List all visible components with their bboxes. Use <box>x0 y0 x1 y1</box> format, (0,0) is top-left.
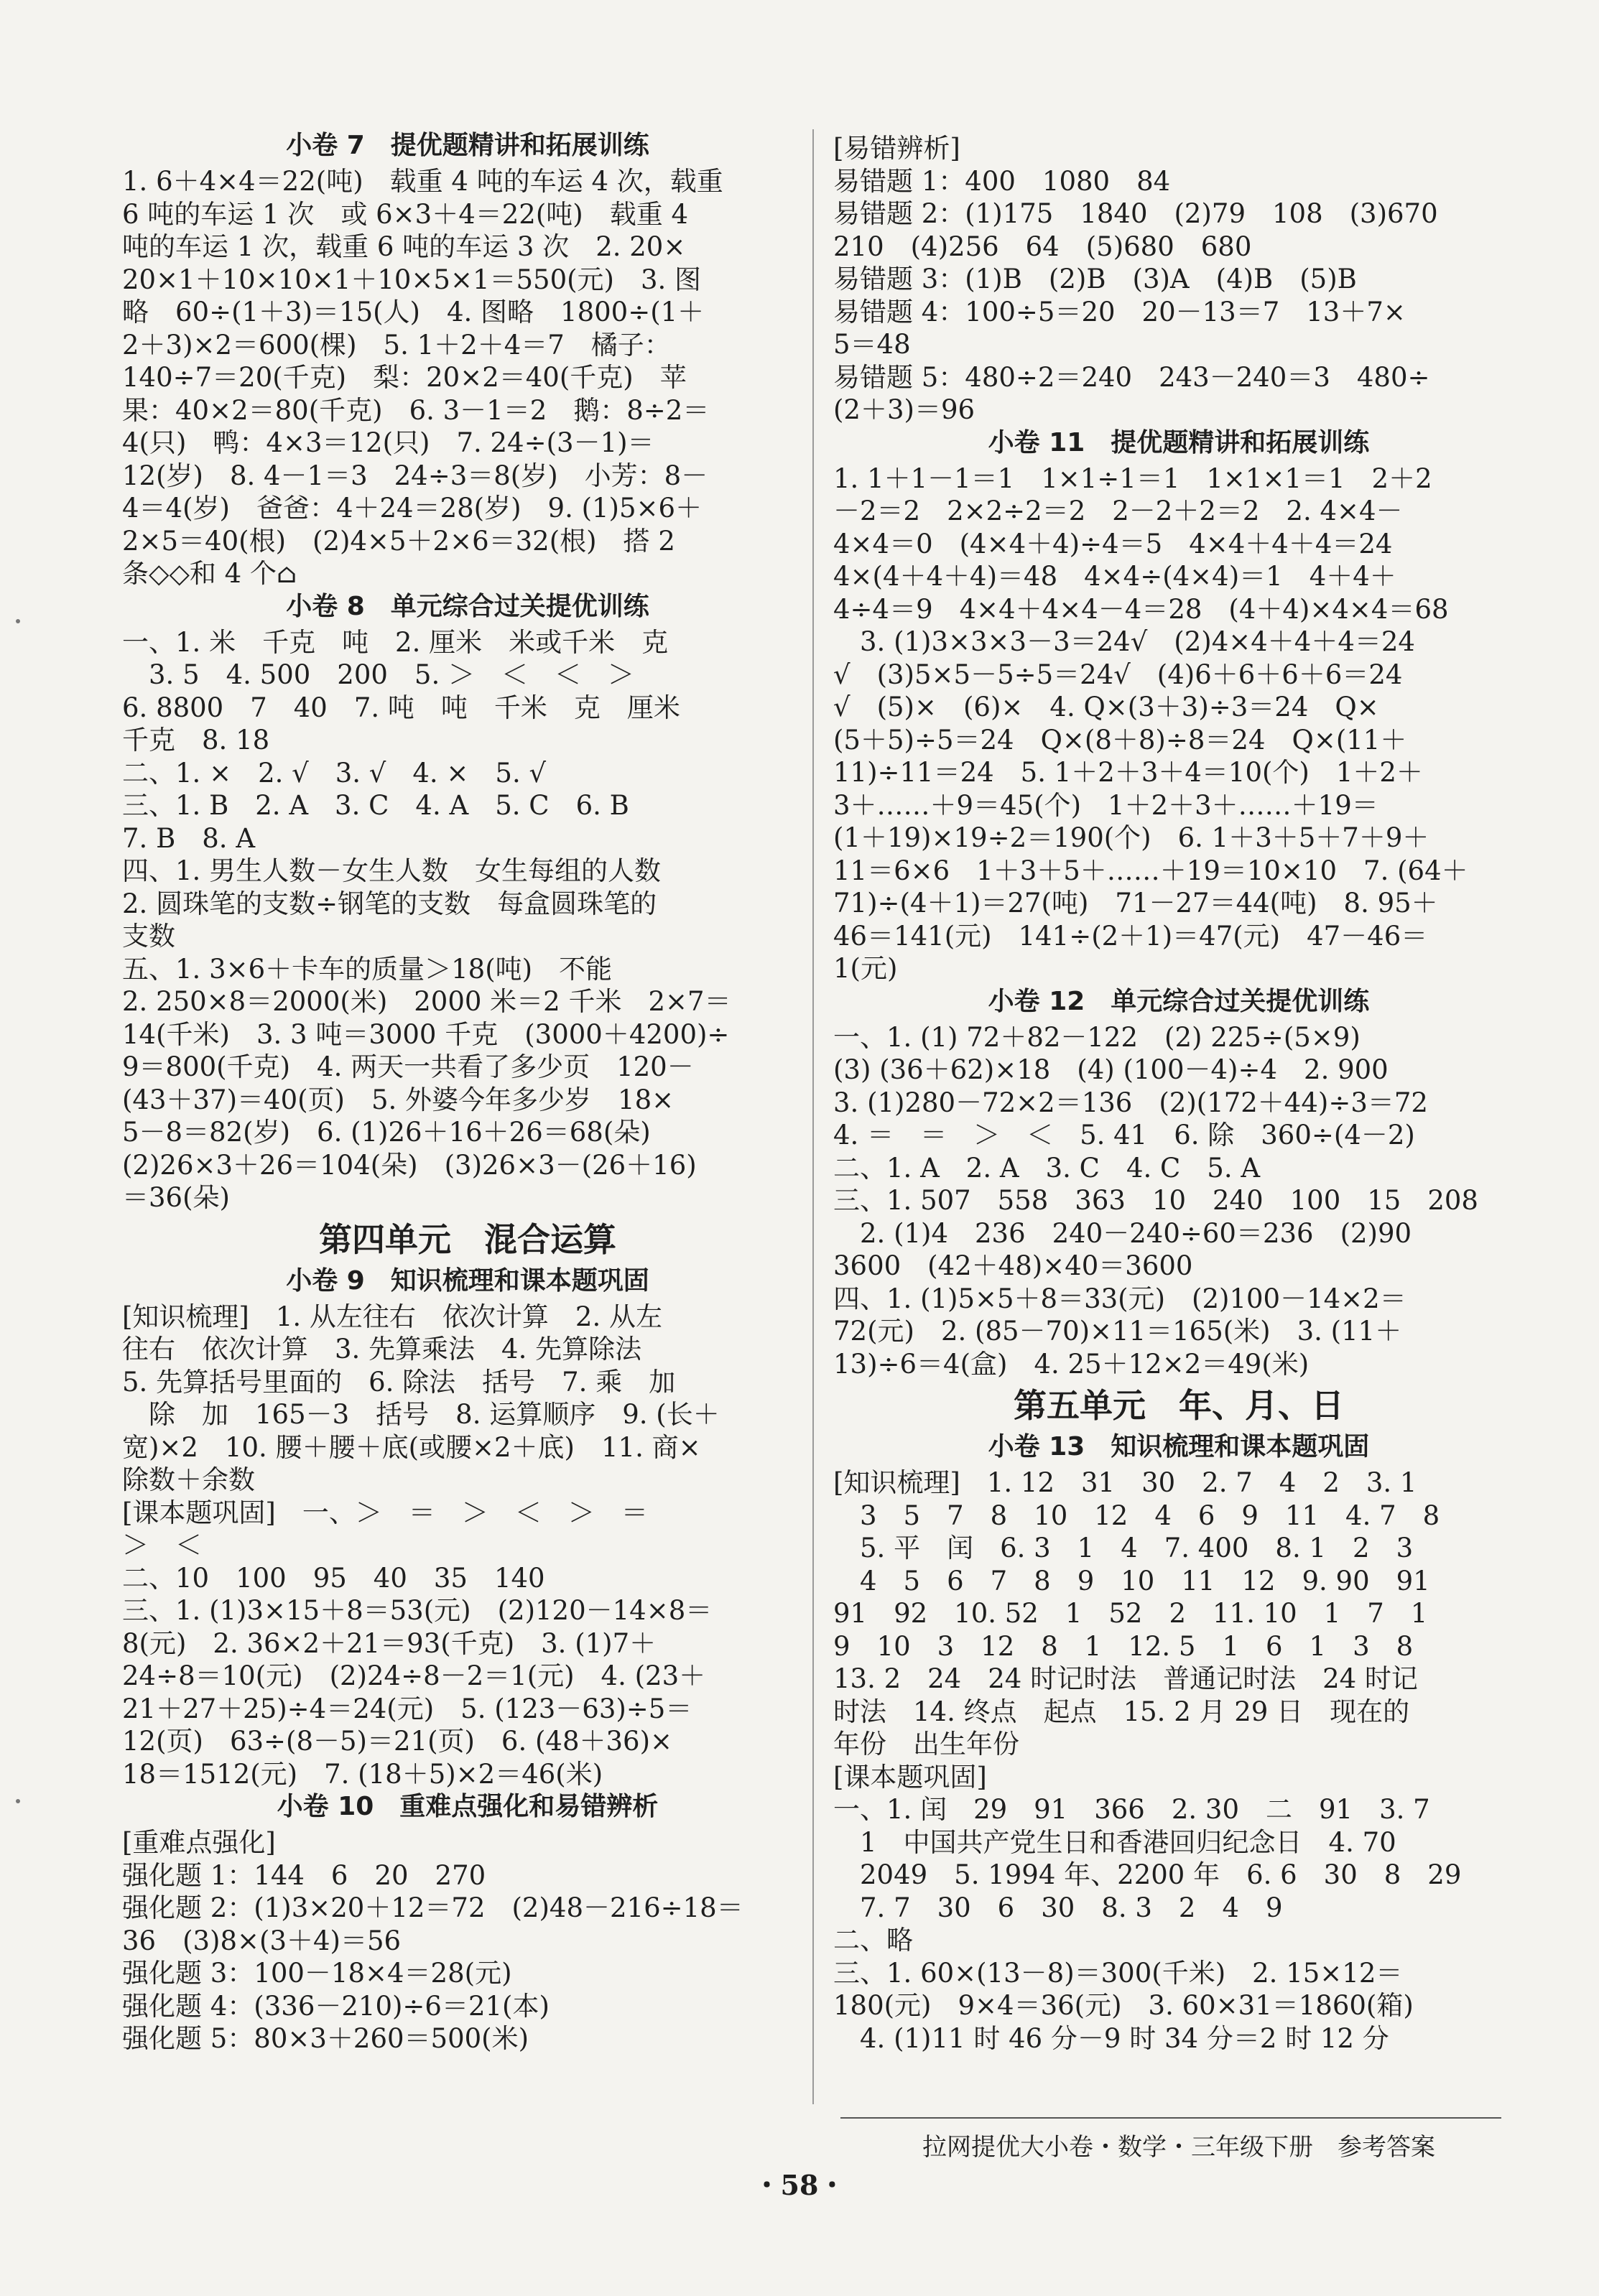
answer-line: (5＋5)÷5＝24 Q×(8＋8)÷8＝24 Q×(11＋ <box>833 724 1407 756</box>
answer-line: 三、1. 507 558 363 10 240 100 15 208 <box>833 1185 1478 1216</box>
answer-line: 4(只) 鸭：4×3＝12(只) 7. 24÷(3－1)＝ <box>122 427 654 458</box>
answer-line: (3) (36＋62)×18 (4) (100－4)÷4 2. 900 <box>833 1054 1389 1085</box>
answer-line: 强化题 3：100－18×4＝28(元) <box>122 1958 512 1989</box>
answer-line: 7. B 8. A <box>122 822 256 854</box>
answer-line: 9 10 3 12 8 1 12. 5 1 6 1 3 8 <box>833 1630 1414 1662</box>
answer-line: 2×5＝40(根) (2)4×5＋2×6＝32(根) 搭 2 <box>122 525 675 557</box>
answer-line: [重难点强化] <box>122 1827 276 1858</box>
answer-line: 3. (1)3×3×3－3＝24√ (2)4×4＋4＋4＝24 <box>833 626 1415 657</box>
answer-line: 6 吨的车运 1 次 或 6×3＋4＝22(吨) 载重 4 <box>122 198 689 230</box>
left-column <box>122 129 813 2055</box>
answer-line: 72(元) 2. (85－70)×11＝165(米) 3. (11＋ <box>833 1316 1402 1347</box>
answer-line: 180(元) 9×4＝36(元) 3. 60×31＝1860(箱) <box>833 1990 1414 2021</box>
answer-line: (2)26×3＋26＝104(朵) (3)26×3－(26＋16) <box>122 1149 697 1181</box>
answer-line: 三、1. 60×(13－8)＝300(千米) 2. 15×12＝ <box>833 1957 1403 1989</box>
section-title: 小卷 10 重难点强化和易错辨析 <box>277 1792 659 1821</box>
answer-line: 4 5 6 7 8 9 10 11 12 9. 90 91 <box>833 1565 1430 1596</box>
answer-line: 1. 6＋4×4＝22(吨) 载重 4 吨的车运 4 次，载重 <box>122 166 723 197</box>
section-title: 小卷 9 知识梳理和课本题巩固 <box>286 1265 649 1296</box>
answer-line: [易错辨析] <box>833 133 960 164</box>
answer-line: 除数＋余数 <box>122 1464 255 1495</box>
answer-line: (1＋19)×19÷2＝190(个) 6. 1＋3＋5＋7＋9＋ <box>833 822 1429 853</box>
answer-line: 2049 5. 1994 年、2200 年 6. 6 30 8 29 <box>833 1859 1462 1890</box>
right-column <box>833 132 1524 2055</box>
answer-line: [知识梳理] 1. 12 31 30 2. 7 4 2 3. 1 <box>833 1467 1417 1498</box>
answer-line: 21＋27＋25)÷4＝24(元) 5. (123－63)÷5＝ <box>122 1693 692 1724</box>
answer-line: 2. (1)4 236 240－240÷60＝236 (2)90 <box>833 1217 1412 1249</box>
answer-line: 强化题 2：(1)3×20＋12＝72 (2)48－216÷18＝ <box>122 1892 743 1923</box>
answer-line: 6. 8800 7 40 7. 吨 吨 千米 克 厘米 <box>122 692 680 723</box>
answer-line: 易错题 1：400 1080 84 <box>833 165 1171 197</box>
answer-line: 4×4＝0 (4×4＋4)÷4＝5 4×4＋4＋4＝24 <box>833 528 1393 559</box>
answer-line: 20×1＋10×10×1＋10×5×1＝550(元) 3. 图 <box>122 264 702 295</box>
answer-line: 易错题 5：480÷2＝240 243－240＝3 480÷ <box>833 361 1430 393</box>
answer-line: 2. 圆珠笔的支数÷钢笔的支数 每盒圆珠笔的 <box>122 888 657 919</box>
answer-line: 略 60÷(1＋3)＝15(人) 4. 图略 1800÷(1＋ <box>122 297 705 327</box>
answer-line: 4÷4＝9 4×4＋4×4－4＝28 (4＋4)×4×4＝68 <box>833 593 1449 625</box>
answer-line: 三、1. B 2. A 3. C 4. A 5. C 6. B <box>122 790 629 821</box>
unit-heading: 第五单元 年、月、日 <box>1014 1386 1344 1425</box>
answer-line: 140÷7＝20(千克) 梨：20×2＝40(千克) 苹 <box>122 362 687 393</box>
answer-line: 年份 出生年份 <box>833 1729 1019 1760</box>
answer-line: 4. ＝ ＝ ＞ ＜ 5. 41 6. 除 360÷(4－2) <box>833 1120 1415 1151</box>
answer-line: 一、1. 闰 29 91 366 2. 30 二 91 3. 7 <box>833 1794 1430 1825</box>
answer-line: 强化题 4：(336－210)÷6＝21(本) <box>122 1990 550 2022</box>
answer-line: 1(元) <box>833 953 898 984</box>
answer-line: 3. 5 4. 500 200 5. ＞ ＜ ＜ ＞ <box>122 659 634 690</box>
scan-speck <box>16 619 20 623</box>
answer-line: 千克 8. 18 <box>122 725 270 756</box>
answer-line: 11＝6×6 1＋3＋5＋……＋19＝10×10 7. (64＋ <box>833 855 1468 886</box>
answer-line: 4＝4(岁) 爸爸：4＋24＝28(岁) 9. (1)5×6＋ <box>122 493 703 524</box>
unit-heading: 第四单元 混合运算 <box>319 1219 616 1259</box>
section-title: 小卷 7 提优题精讲和拓展训练 <box>286 131 649 160</box>
answer-line: 11)÷11＝24 5. 1＋2＋3＋4＝10(个) 1＋2＋ <box>833 757 1423 788</box>
answer-line: [课本题巩固] 一、＞ ＝ ＞ ＜ ＞ ＝ <box>122 1497 648 1528</box>
footer-rule <box>840 2117 1501 2119</box>
answer-line: 13)÷6＝4(盒) 4. 25＋12×2＝49(米) <box>833 1348 1310 1380</box>
section-title: 小卷 11 提优题精讲和拓展训练 <box>988 427 1370 457</box>
answer-line: 易错题 4：100÷5＝20 20－13＝7 13＋7× <box>833 296 1406 327</box>
answer-line: 时法 14. 终点 起点 15. 2 月 29 日 现在的 <box>833 1696 1410 1727</box>
answer-line: 5－8＝82(岁) 6. (1)26＋16＋26＝68(朵) <box>122 1117 651 1148</box>
answer-line: －2＝2 2×2÷2＝2 2－2＋2＝2 2. 4×4－ <box>833 496 1403 526</box>
answer-line: 四、1. (1)5×5＋8＝33(元) (2)100－14×2＝ <box>833 1283 1406 1314</box>
answer-line: 12(页) 63÷(8－5)＝21(页) 6. (48＋36)× <box>122 1726 673 1757</box>
answer-line: 二、1. A 2. A 3. C 4. C 5. A <box>833 1152 1261 1184</box>
answer-line: 往右 依次计算 3. 先算乘法 4. 先算除法 <box>122 1334 642 1365</box>
answer-line: 1 中国共产党生日和香港回归纪念日 4. 70 <box>833 1826 1396 1858</box>
page-number: ・58・ <box>753 2169 846 2201</box>
answer-line: (2＋3)＝96 <box>833 394 975 425</box>
answer-line: 五、1. 3×6＋卡车的质量＞18(吨) 不能 <box>122 953 613 985</box>
section-title: 小卷 13 知识梳理和课本题巩固 <box>988 1432 1370 1461</box>
section-title: 小卷 12 单元综合过关提优训练 <box>988 986 1370 1016</box>
answer-line: 强化题 1：144 6 20 270 <box>122 1859 486 1891</box>
answer-line: 7. 7 30 6 30 8. 3 2 4 9 <box>833 1892 1283 1923</box>
answer-line: 二、略 <box>833 1925 913 1956</box>
answer-line: 2＋3)×2＝600(棵) 5. 1＋2＋4＝7 橘子： <box>122 329 671 361</box>
answer-line: 3 5 7 8 10 12 4 6 9 11 4. 7 8 <box>833 1500 1440 1531</box>
answer-line: 3600 (42＋48)×40＝3600 <box>833 1250 1193 1281</box>
answer-line: 一、1. (1) 72＋82－122 (2) 225÷(5×9) <box>833 1021 1361 1053</box>
answer-line: 三、1. (1)3×15＋8＝53(元) (2)120－14×8＝ <box>122 1595 713 1626</box>
answer-line: 4×(4＋4＋4)＝48 4×4÷(4×4)＝1 4＋4＋ <box>833 561 1396 592</box>
section-title: 小卷 8 单元综合过关提优训练 <box>286 591 649 621</box>
answer-line: [知识梳理] 1. 从左往右 依次计算 2. 从左 <box>122 1301 662 1332</box>
answer-line: 71)÷(4＋1)＝27(吨) 71－27＝44(吨) 8. 95＋ <box>833 888 1438 919</box>
answer-line: 二、1. × 2. √ 3. √ 4. × 5. √ <box>122 757 547 789</box>
answer-line: 强化题 5：80×3＋260＝500(米) <box>122 2023 529 2054</box>
answer-line: 13. 2 24 24 时记时法 普通记时法 24 时记 <box>833 1663 1418 1694</box>
answer-line: 24÷8＝10(元) (2)24÷8－2＝1(元) 4. (23＋ <box>122 1660 706 1691</box>
answer-line: 5＝48 <box>833 329 911 360</box>
answer-line: 1. 1＋1－1＝1 1×1÷1＝1 1×1×1＝1 2＋2 <box>833 463 1432 494</box>
answer-line: 12(岁) 8. 4－1＝3 24÷3＝8(岁) 小芳：8－ <box>122 460 708 491</box>
answer-line: 4. (1)11 时 46 分－9 时 34 分＝2 时 12 分 <box>833 2022 1389 2054</box>
answer-line: 二、10 100 95 40 35 140 <box>122 1562 545 1594</box>
answer-line: 2. 250×8＝2000(米) 2000 米＝2 千米 2×7＝ <box>122 986 731 1017</box>
answer-line: ＝36(朵) <box>122 1182 230 1213</box>
answer-line: 210 (4)256 64 (5)680 680 <box>833 231 1252 262</box>
answer-line: 18＝1512(元) 7. (18＋5)×2＝46(米) <box>122 1758 603 1790</box>
answer-line: 一、1. 米 千克 吨 2. 厘米 米或千米 克 <box>122 626 669 658</box>
answer-line: 8(元) 2. 36×2＋21＝93(千克) 3. (1)7＋ <box>122 1627 657 1659</box>
answer-line: 5. 先算括号里面的 6. 除法 括号 7. 乘 加 <box>122 1366 676 1398</box>
answer-line: ＞ ＜ <box>122 1530 202 1561</box>
answer-line: 5. 平 闰 6. 3 1 4 7. 400 8. 1 2 3 <box>833 1533 1414 1563</box>
answer-line: (43＋37)＝40(页) 5. 外婆今年多少岁 18× <box>122 1084 675 1115</box>
answer-line: 3＋……＋9＝45(个) 1＋2＋3＋……＋19＝ <box>833 789 1378 821</box>
answer-line: [课本题巩固] <box>833 1761 987 1793</box>
answer-line: 宽)×2 10. 腰＋腰＋底(或腰×2＋底) 11. 商× <box>122 1431 701 1463</box>
answer-line: 果：40×2＝80(千克) 6. 3－1＝2 鹅：8÷2＝ <box>122 394 710 426</box>
answer-line: 46＝141(元) 141÷(2＋1)＝47(元) 47－46＝ <box>833 920 1428 952</box>
answer-line: 14(千米) 3. 3 吨＝3000 千克 (3000＋4200)÷ <box>122 1018 730 1050</box>
answer-line: 条◇◇和 4 个⌂ <box>122 558 297 589</box>
answer-line: 易错题 3：(1)B (2)B (3)A (4)B (5)B <box>833 264 1357 294</box>
answer-line: 9＝800(千克) 4. 两天一共看了多少页 120－ <box>122 1051 694 1082</box>
answer-line: 四、1. 男生人数－女生人数 女生每组的人数 <box>122 855 662 886</box>
answer-line: 支数 <box>122 921 175 952</box>
footer-text: 拉网提优大小卷・数学・三年级下册 参考答案 <box>922 2133 1435 2162</box>
answer-line: 36 (3)8×(3＋4)＝56 <box>122 1925 402 1956</box>
answer-line: 吨的车运 1 次，载重 6 吨的车运 3 次 2. 20× <box>122 231 686 262</box>
answer-line: 除 加 165－3 括号 8. 运算顺序 9. (长＋ <box>122 1399 720 1430</box>
answer-line: √ (5)× (6)× 4. Q×(3＋3)÷3＝24 Q× <box>833 692 1379 722</box>
answer-line: 91 92 10. 52 1 52 2 11. 10 1 7 1 <box>833 1598 1428 1629</box>
answer-line: 3. (1)280－72×2＝136 (2)(172＋44)÷3＝72 <box>833 1087 1428 1118</box>
scan-speck <box>16 1799 20 1803</box>
answer-line: √ (3)5×5－5÷5＝24√ (4)6＋6＋6＋6＝24 <box>833 659 1403 690</box>
answer-line: 易错题 2：(1)175 1840 (2)79 108 (3)670 <box>833 198 1438 229</box>
